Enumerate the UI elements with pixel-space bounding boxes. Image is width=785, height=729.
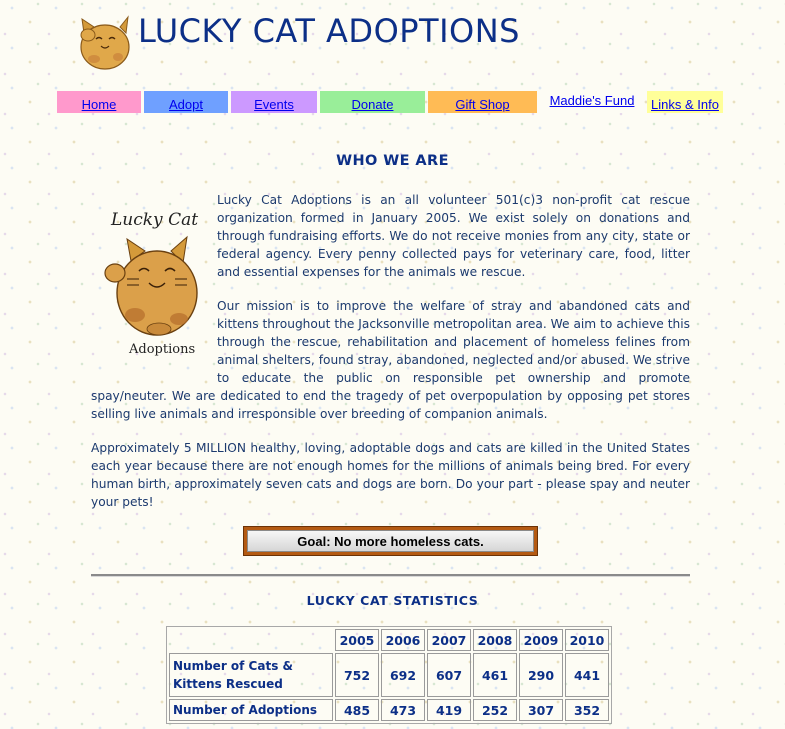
nav-link-donate[interactable]: Donate <box>351 97 394 112</box>
logo-text-top: Lucky Cat <box>111 210 199 230</box>
nav-link-links-info[interactable]: Links & Info <box>651 97 719 112</box>
table-header-row <box>169 629 609 651</box>
goal-banner <box>243 526 538 556</box>
goal-text: Goal: No more homeless cats. <box>247 530 534 552</box>
site-title: LUCKY CAT ADOPTIONS <box>138 12 520 50</box>
table-cell: 252 <box>473 699 517 721</box>
table-cell: 307 <box>519 699 563 721</box>
table-year-header: 2007 <box>427 629 471 651</box>
about-paragraph-1: Lucky Cat Adoptions is an all volunteer 501(c)3 non-profit cat rescue organization formed in January 2005. We exist solely on donations and through fundraising efforts. We do not receive monies from any city, state or federal agency. Every penny collected pays for veterinary care, food, litter and essential expenses for the animals we rescue. <box>217 193 690 279</box>
nav-item-links-info[interactable] <box>647 91 723 113</box>
nav-item-donate[interactable] <box>320 91 425 113</box>
lucky-cat-adoptions-logo-icon <box>91 191 217 381</box>
nav-item-events[interactable] <box>231 91 317 113</box>
nav-link-maddies-fund[interactable]: Maddie's Fund <box>549 93 635 108</box>
nav-link-adopt[interactable]: Adopt <box>169 97 203 112</box>
about-paragraph-2: Our mission is to improve the welfare of stray and abandoned cats and kittens throughout the Jacksonville metropolitan area. We aim to achieve this through the rescue, rehabilitation and placement of homeless felines from animal shelters, found stray, abandoned, neglected and/or abused. We strive to educate the public on responsible pet ownership and promote spay/neuter. We are dedicated to end the tragedy of pet overpopulation by opposing pet stores selling live animals and irresponsible over breeding of companion animals. <box>91 299 690 421</box>
nav-item-maddies-fund[interactable] <box>540 91 644 113</box>
lucky-cat-logo-icon <box>76 13 132 71</box>
nav-link-events[interactable]: Events <box>254 97 294 112</box>
table-cell: 461 <box>473 653 517 697</box>
statistics-heading: LUCKY CAT STATISTICS <box>306 593 479 608</box>
nav-link-home[interactable]: Home <box>81 97 117 112</box>
table-year-header: 2005 <box>335 629 379 651</box>
table-cell: 752 <box>335 653 379 697</box>
who-we-are-heading: WHO WE ARE <box>336 153 449 169</box>
table-cell: 607 <box>427 653 471 697</box>
table-cell: 419 <box>427 699 471 721</box>
table-row-label: Number of Adoptions <box>169 699 333 721</box>
table-cell: 352 <box>565 699 609 721</box>
table-year-header: 2009 <box>519 629 563 651</box>
about-text <box>91 191 690 527</box>
table-year-header: 2006 <box>381 629 425 651</box>
table-year-header: 2010 <box>565 629 609 651</box>
table-cell: 473 <box>381 699 425 721</box>
table-corner-cell <box>169 629 333 651</box>
section-divider <box>91 574 690 577</box>
table-year-header: 2008 <box>473 629 517 651</box>
nav-item-home[interactable] <box>57 91 141 113</box>
logo-text-bottom: Adoptions <box>129 342 196 357</box>
table-row-label: Number of Cats & Kittens Rescued <box>169 653 333 697</box>
table-row <box>169 699 609 721</box>
nav-item-adopt[interactable] <box>144 91 228 113</box>
table-cell: 441 <box>565 653 609 697</box>
main-nav <box>57 91 723 113</box>
statistics-table <box>166 626 612 724</box>
table-cell: 485 <box>335 699 379 721</box>
table-cell: 290 <box>519 653 563 697</box>
table-row <box>169 653 609 697</box>
about-paragraph-3: Approximately 5 MILLION healthy, loving, adoptable dogs and cats are killed in the United States each year because there are not enough homes for the millions of animals being bred. For every human birth, approximately seven cats and dogs are born. Do your part - please spay and neuter your pets! <box>91 441 690 509</box>
nav-item-gift-shop[interactable] <box>428 91 537 113</box>
nav-link-gift-shop[interactable]: Gift Shop <box>455 97 510 112</box>
table-cell: 692 <box>381 653 425 697</box>
